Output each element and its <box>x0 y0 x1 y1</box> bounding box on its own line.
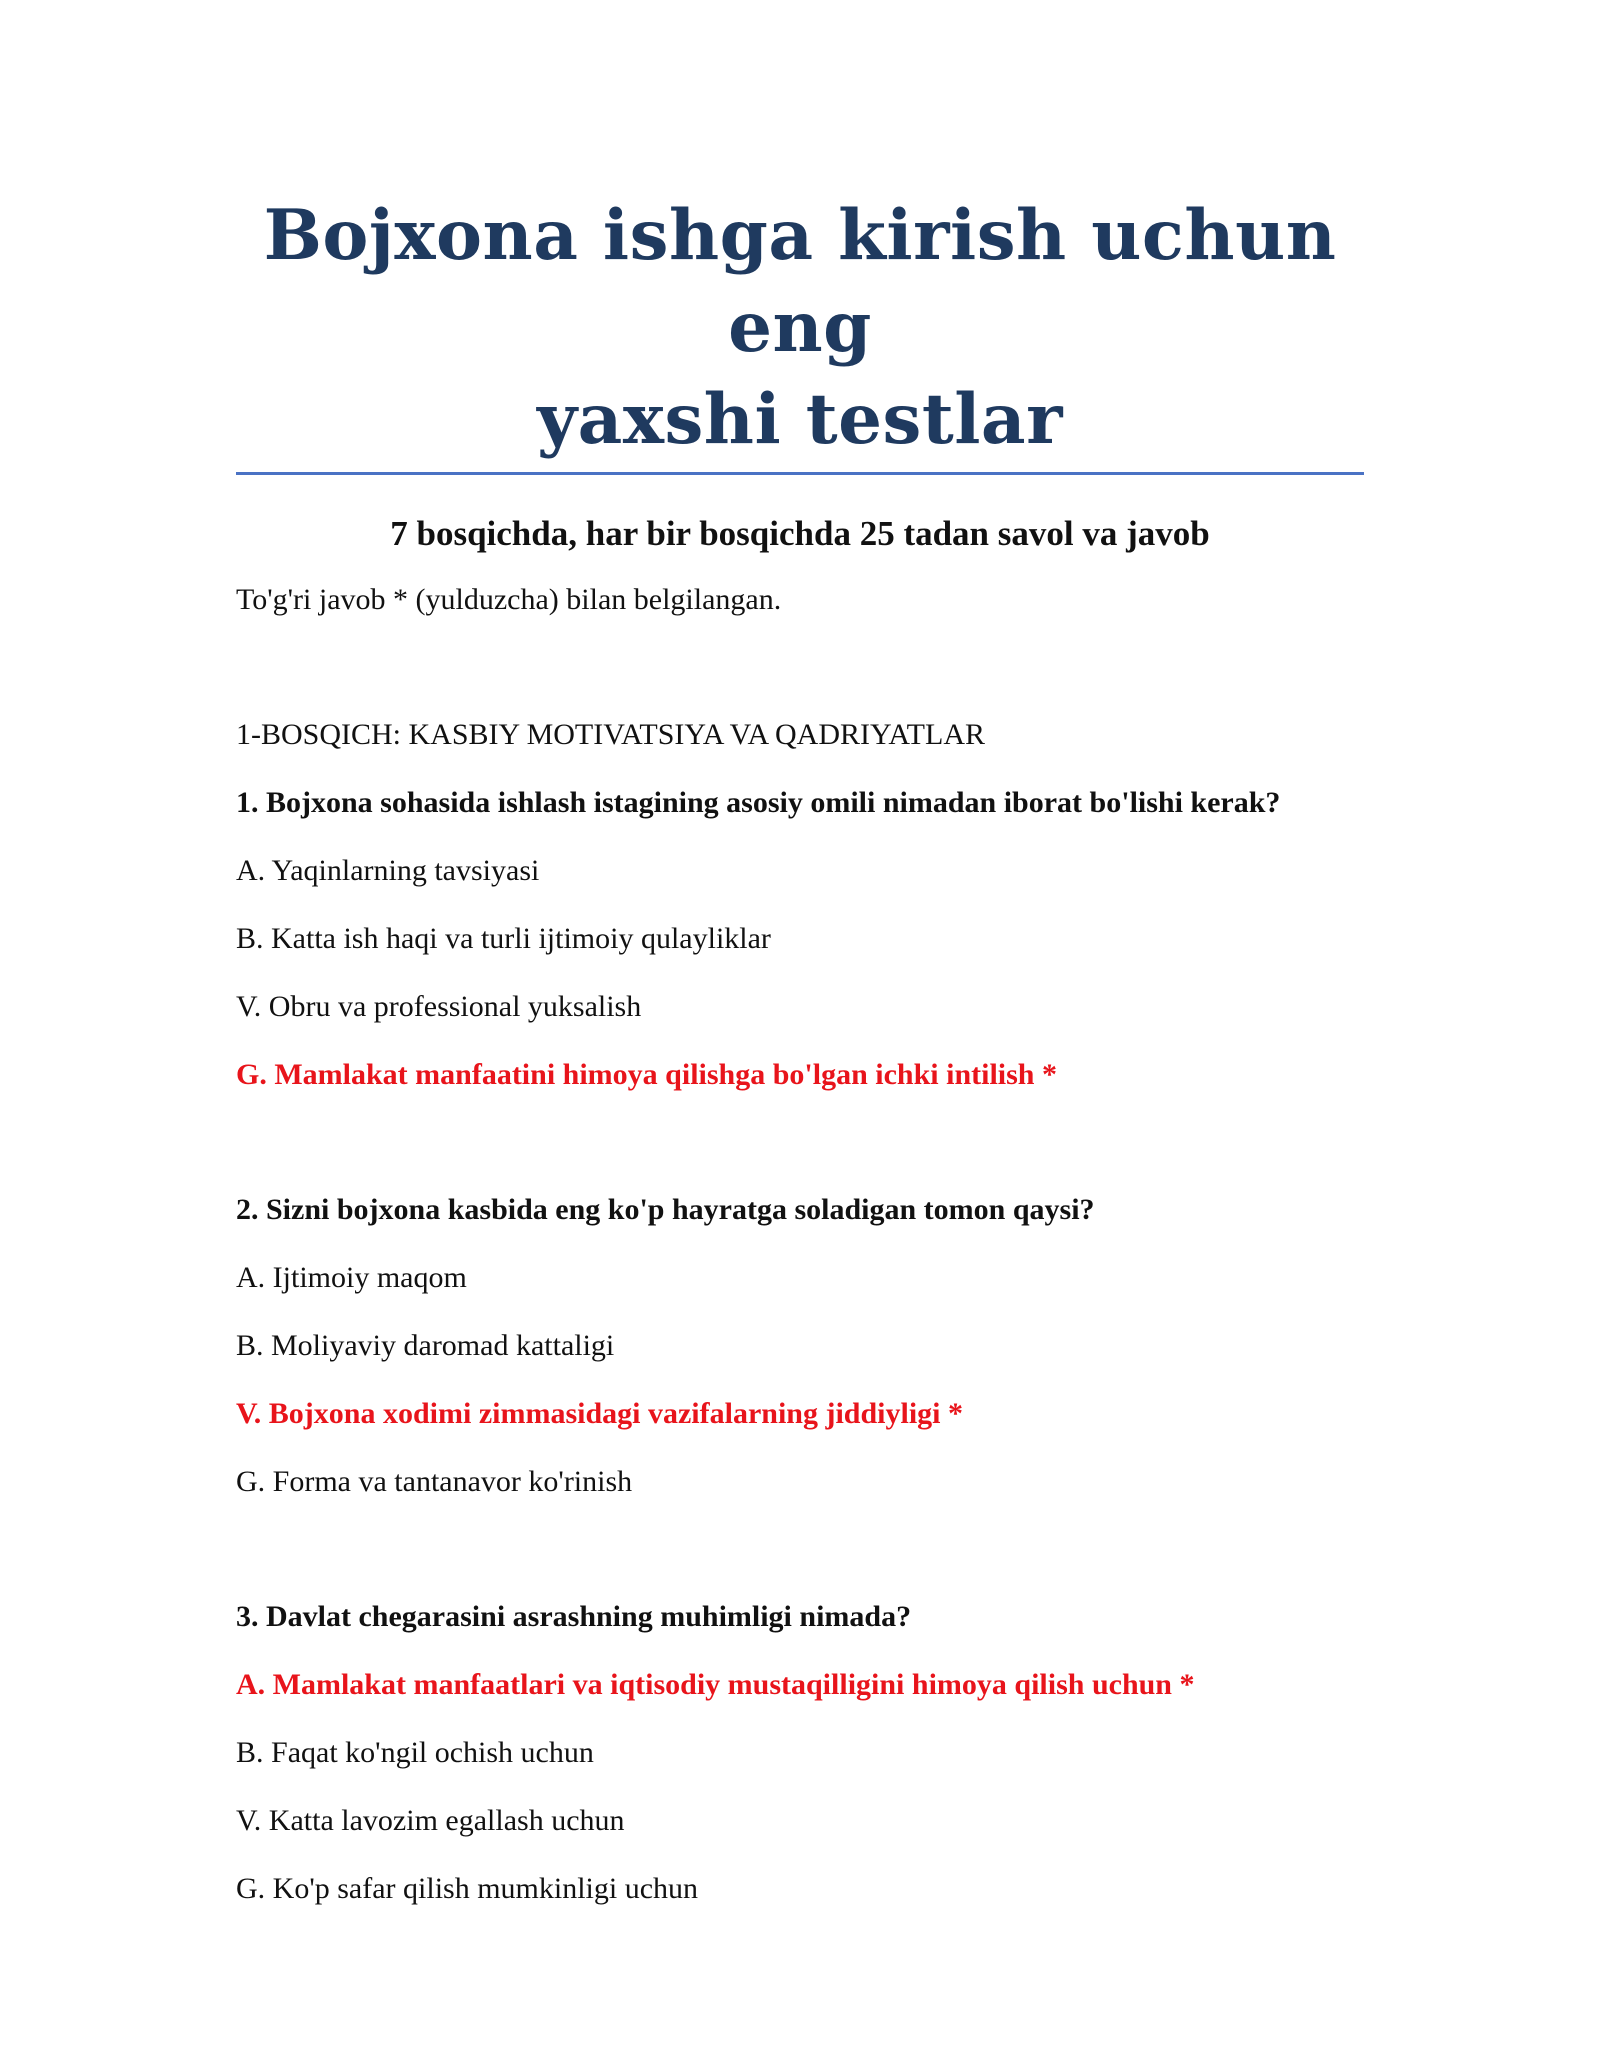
question-2-option-g: G. Forma va tantanavor ko'rinish <box>236 1465 633 1498</box>
question-1-option-v: V. Obru va professional yuksalish <box>236 990 642 1023</box>
question-3: 3. Davlat chegarasini asrashning muhimligi nimada? <box>236 1600 912 1633</box>
question-1-option-a: A. Yaqinlarning tavsiyasi <box>236 854 540 887</box>
page-title <box>236 190 1364 466</box>
title-line-2: yaxshi testlar <box>537 379 1063 460</box>
question-2-option-a: A. Ijtimoiy maqom <box>236 1261 467 1294</box>
title-line-1: Bojxona ishga kirish uchun eng <box>263 195 1337 368</box>
section-heading: 1-BOSQICH: KASBIY MOTIVATSIYA VA QADRIYATLAR <box>236 718 985 751</box>
question-1: 1. Bojxona sohasida ishlash istagining asosiy omili nimadan iborat bo'lishi kerak? <box>236 786 1281 819</box>
title-underline <box>236 472 1364 475</box>
answer-key-note: To'g'ri javob * (yulduzcha) bilan belgilangan. <box>236 583 782 616</box>
question-3-option-a-correct: A. Mamlakat manfaatlari va iqtisodiy mustaqilligini himoya qilish uchun * <box>236 1668 1195 1701</box>
question-3-option-b: B. Faqat ko'ngil ochish uchun <box>236 1736 594 1769</box>
question-2-option-b: B. Moliyaviy daromad kattaligi <box>236 1329 615 1362</box>
question-1-option-b: B. Katta ish haqi va turli ijtimoiy qulayliklar <box>236 922 771 955</box>
page-subtitle: 7 bosqichda, har bir bosqichda 25 tadan savol va javob <box>390 514 1210 553</box>
question-3-option-g: G. Ko'p safar qilish mumkinligi uchun <box>236 1872 699 1905</box>
question-1-option-g-correct: G. Mamlakat manfaatini himoya qilishga bo'lgan ichki intilish * <box>236 1058 1057 1091</box>
page-content <box>236 190 1364 1907</box>
question-2-option-v-correct: V. Bojxona xodimi zimmasidagi vazifalarning jiddiyligi * <box>236 1397 964 1430</box>
question-3-option-v: V. Katta lavozim egallash uchun <box>236 1804 625 1837</box>
question-2: 2. Sizni bojxona kasbida eng ko'p hayratga soladigan tomon qaysi? <box>236 1193 1095 1226</box>
